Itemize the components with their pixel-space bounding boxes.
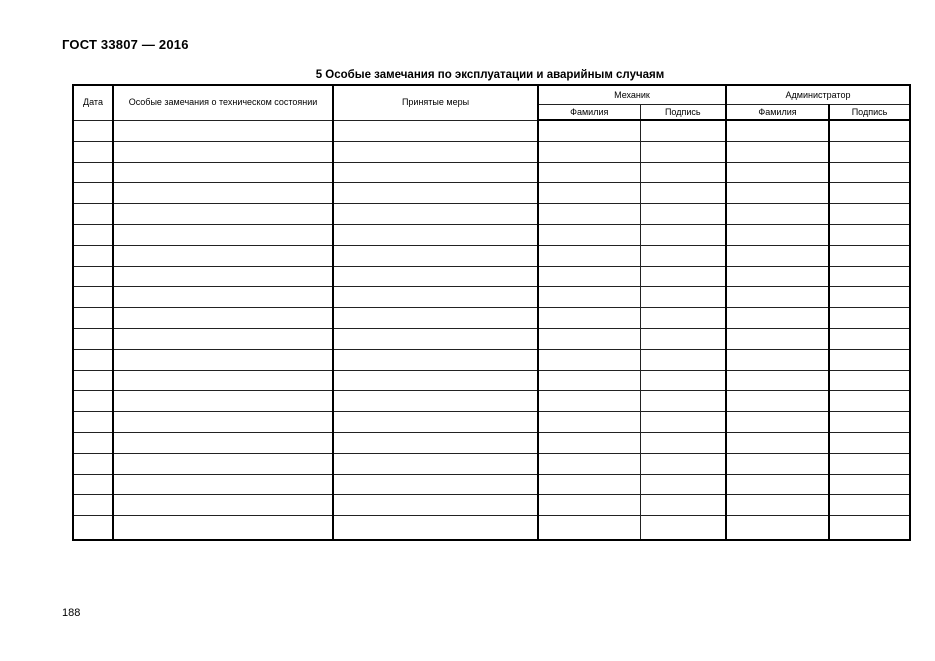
- table-cell[interactable]: [113, 287, 333, 308]
- table-cell[interactable]: [829, 120, 910, 141]
- table-cell[interactable]: [73, 308, 113, 329]
- table-cell[interactable]: [538, 162, 640, 183]
- table-cell[interactable]: [640, 120, 726, 141]
- table-cell[interactable]: [73, 516, 113, 541]
- column-header-date: Дата: [73, 85, 113, 120]
- table-cell[interactable]: [333, 432, 538, 453]
- table-cell[interactable]: [113, 432, 333, 453]
- table-cell[interactable]: [333, 349, 538, 370]
- table-cell[interactable]: [640, 204, 726, 225]
- table-cell[interactable]: [640, 287, 726, 308]
- table-cell[interactable]: [538, 328, 640, 349]
- table-row: [73, 349, 910, 370]
- table-cell[interactable]: [73, 245, 113, 266]
- table-body: [73, 120, 910, 540]
- table-cell[interactable]: [829, 370, 910, 391]
- table-cell[interactable]: [538, 204, 640, 225]
- table-cell[interactable]: [640, 453, 726, 474]
- table-cell[interactable]: [726, 120, 829, 141]
- table-cell[interactable]: [113, 120, 333, 141]
- table-cell[interactable]: [73, 162, 113, 183]
- table-row: [73, 328, 910, 349]
- table-cell[interactable]: [640, 516, 726, 541]
- table-cell[interactable]: [113, 204, 333, 225]
- table-cell[interactable]: [726, 162, 829, 183]
- table-cell[interactable]: [113, 495, 333, 516]
- table-cell[interactable]: [113, 162, 333, 183]
- table-cell[interactable]: [829, 391, 910, 412]
- table-cell[interactable]: [73, 453, 113, 474]
- table-cell[interactable]: [333, 224, 538, 245]
- table-cell[interactable]: [640, 495, 726, 516]
- table-cell[interactable]: [726, 495, 829, 516]
- table-cell[interactable]: [333, 162, 538, 183]
- table-cell[interactable]: [333, 204, 538, 225]
- table-cell[interactable]: [538, 412, 640, 433]
- table-cell[interactable]: [726, 432, 829, 453]
- table-cell[interactable]: [640, 245, 726, 266]
- table-cell[interactable]: [73, 391, 113, 412]
- table-cell[interactable]: [333, 183, 538, 204]
- table-cell[interactable]: [538, 495, 640, 516]
- table-row: [73, 412, 910, 433]
- table-cell[interactable]: [640, 349, 726, 370]
- table-cell[interactable]: [726, 287, 829, 308]
- table-row: [73, 266, 910, 287]
- column-header-administrator: Администратор: [726, 85, 910, 105]
- remarks-table: [72, 84, 911, 541]
- table-row: [73, 453, 910, 474]
- table-cell[interactable]: [640, 328, 726, 349]
- table-cell[interactable]: [640, 183, 726, 204]
- table-cell[interactable]: [829, 141, 910, 162]
- column-header-administrator-signature: Подпись: [829, 105, 910, 121]
- table-cell[interactable]: [726, 516, 829, 541]
- table-cell[interactable]: [726, 224, 829, 245]
- table-cell[interactable]: [113, 141, 333, 162]
- table-row: [73, 474, 910, 495]
- table-cell[interactable]: [333, 412, 538, 433]
- table-cell[interactable]: [113, 349, 333, 370]
- table-cell[interactable]: [829, 224, 910, 245]
- table-cell[interactable]: [73, 183, 113, 204]
- table-cell[interactable]: [726, 453, 829, 474]
- table-cell[interactable]: [73, 349, 113, 370]
- table-cell[interactable]: [333, 245, 538, 266]
- table-cell[interactable]: [829, 453, 910, 474]
- table-cell[interactable]: [113, 224, 333, 245]
- table-cell[interactable]: [333, 370, 538, 391]
- table-cell[interactable]: [726, 328, 829, 349]
- table-cell[interactable]: [640, 432, 726, 453]
- table-cell[interactable]: [726, 204, 829, 225]
- table-row: [73, 370, 910, 391]
- column-header-administrator-surname: Фамилия: [726, 105, 829, 121]
- table-row: [73, 141, 910, 162]
- table-cell[interactable]: [73, 224, 113, 245]
- table-cell[interactable]: [726, 370, 829, 391]
- table-cell[interactable]: [73, 412, 113, 433]
- table-cell[interactable]: [640, 224, 726, 245]
- table-cell[interactable]: [113, 183, 333, 204]
- table-cell[interactable]: [538, 391, 640, 412]
- table-row: [73, 495, 910, 516]
- table-cell[interactable]: [829, 412, 910, 433]
- table-cell[interactable]: [640, 141, 726, 162]
- table-cell[interactable]: [333, 474, 538, 495]
- table-cell[interactable]: [73, 204, 113, 225]
- table-cell[interactable]: [113, 391, 333, 412]
- column-header-mechanic-surname: Фамилия: [538, 105, 640, 121]
- table-cell[interactable]: [726, 391, 829, 412]
- table-cell[interactable]: [726, 474, 829, 495]
- table-cell[interactable]: [640, 474, 726, 495]
- table-row: [73, 204, 910, 225]
- table-cell[interactable]: [829, 287, 910, 308]
- table-cell[interactable]: [73, 474, 113, 495]
- table-cell[interactable]: [73, 328, 113, 349]
- table-cell[interactable]: [333, 328, 538, 349]
- table-cell[interactable]: [73, 495, 113, 516]
- column-header-measures: Принятые меры: [333, 85, 538, 120]
- table-cell[interactable]: [829, 495, 910, 516]
- table-cell[interactable]: [113, 474, 333, 495]
- table-cell[interactable]: [640, 391, 726, 412]
- table-cell[interactable]: [640, 162, 726, 183]
- table-cell[interactable]: [333, 391, 538, 412]
- table-cell[interactable]: [538, 266, 640, 287]
- table-cell[interactable]: [829, 474, 910, 495]
- table-cell[interactable]: [538, 474, 640, 495]
- column-header-remarks: Особые замечания о техническом состоянии: [113, 85, 333, 120]
- table-cell[interactable]: [726, 266, 829, 287]
- table-cell[interactable]: [113, 328, 333, 349]
- table-cell[interactable]: [73, 370, 113, 391]
- table-cell[interactable]: [829, 516, 910, 541]
- table-cell[interactable]: [829, 162, 910, 183]
- table-cell[interactable]: [538, 183, 640, 204]
- table-row: [73, 162, 910, 183]
- table-cell[interactable]: [333, 495, 538, 516]
- table-cell[interactable]: [538, 370, 640, 391]
- table-row: [73, 224, 910, 245]
- table-cell[interactable]: [333, 120, 538, 141]
- table-row: [73, 432, 910, 453]
- table-cell[interactable]: [538, 224, 640, 245]
- table-cell[interactable]: [538, 141, 640, 162]
- page-number: 188: [62, 607, 81, 619]
- table-cell[interactable]: [113, 245, 333, 266]
- table-cell[interactable]: [333, 308, 538, 329]
- column-header-mechanic: Механик: [538, 85, 726, 105]
- table-cell[interactable]: [726, 308, 829, 329]
- table-cell[interactable]: [538, 287, 640, 308]
- table-cell[interactable]: [640, 412, 726, 433]
- table-cell[interactable]: [726, 141, 829, 162]
- table-cell[interactable]: [829, 328, 910, 349]
- table-cell[interactable]: [829, 204, 910, 225]
- document-header: ГОСТ 33807 — 2016: [62, 37, 189, 52]
- table-cell[interactable]: [726, 245, 829, 266]
- table-cell[interactable]: [829, 308, 910, 329]
- table-cell[interactable]: [829, 245, 910, 266]
- table-row: [73, 245, 910, 266]
- table-cell[interactable]: [333, 141, 538, 162]
- column-header-mechanic-signature: Подпись: [640, 105, 726, 121]
- table-cell[interactable]: [829, 266, 910, 287]
- table-cell[interactable]: [333, 287, 538, 308]
- table-cell[interactable]: [726, 349, 829, 370]
- table-cell[interactable]: [333, 266, 538, 287]
- table-cell[interactable]: [113, 453, 333, 474]
- section-title: 5 Особые замечания по эксплуатации и аварийным случаям: [315, 69, 665, 81]
- table-cell[interactable]: [538, 349, 640, 370]
- table-cell[interactable]: [113, 266, 333, 287]
- table-cell[interactable]: [538, 120, 640, 141]
- table-cell[interactable]: [726, 412, 829, 433]
- table-cell[interactable]: [829, 183, 910, 204]
- table-cell[interactable]: [333, 516, 538, 541]
- table-cell[interactable]: [113, 370, 333, 391]
- table-cell[interactable]: [73, 287, 113, 308]
- table-cell[interactable]: [538, 516, 640, 541]
- table-cell[interactable]: [829, 349, 910, 370]
- table-cell[interactable]: [640, 370, 726, 391]
- table-cell[interactable]: [538, 245, 640, 266]
- table-cell[interactable]: [538, 453, 640, 474]
- table-cell[interactable]: [73, 266, 113, 287]
- table-cell[interactable]: [829, 432, 910, 453]
- table-cell[interactable]: [113, 516, 333, 541]
- table-cell[interactable]: [538, 432, 640, 453]
- table-cell[interactable]: [73, 141, 113, 162]
- table-cell[interactable]: [73, 432, 113, 453]
- table-cell[interactable]: [640, 308, 726, 329]
- table-cell[interactable]: [113, 412, 333, 433]
- table-row: [73, 516, 910, 541]
- table-row: [73, 308, 910, 329]
- table-row: [73, 183, 910, 204]
- table-cell[interactable]: [726, 183, 829, 204]
- table-row: [73, 287, 910, 308]
- table-cell[interactable]: [640, 266, 726, 287]
- table-row: [73, 391, 910, 412]
- table-row: [73, 120, 910, 141]
- table-cell[interactable]: [113, 308, 333, 329]
- table-cell[interactable]: [73, 120, 113, 141]
- table-cell[interactable]: [538, 308, 640, 329]
- table-cell[interactable]: [333, 453, 538, 474]
